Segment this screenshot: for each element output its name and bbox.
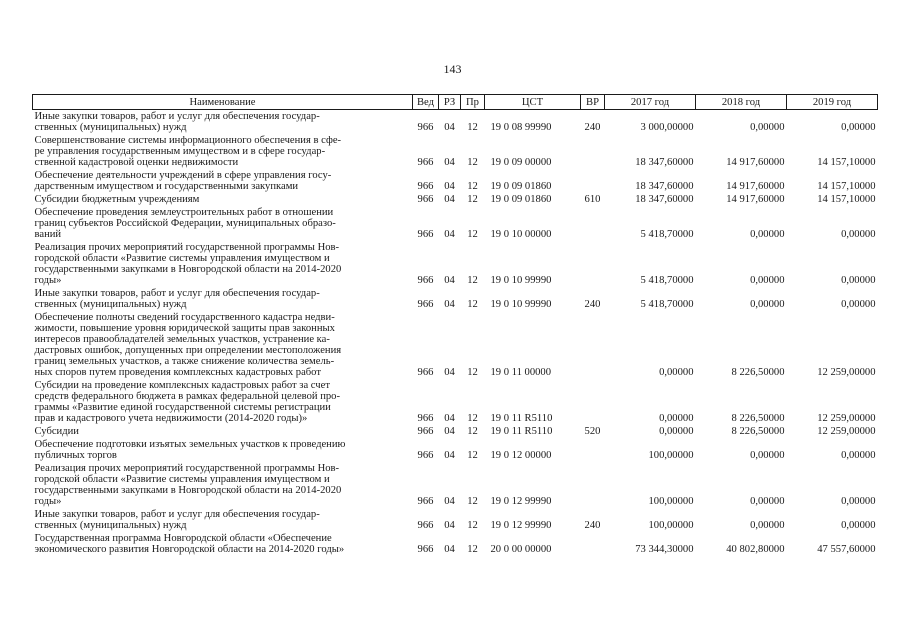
row-pr: 12 xyxy=(467,229,478,240)
row-cst: 20 0 00 00000 xyxy=(490,544,552,555)
row-name: Субсидии бюджетным учреждениям xyxy=(34,194,200,205)
row-rz: 04 xyxy=(444,275,455,286)
row-cst: 19 0 12 00000 xyxy=(490,450,552,461)
row-rz: 04 xyxy=(444,426,455,437)
header-name: Наименование xyxy=(33,95,413,110)
row-ved: 966 xyxy=(417,157,434,168)
table-row xyxy=(33,169,878,193)
row-value-2019: 0,00000 xyxy=(841,299,876,310)
table-header-row xyxy=(33,95,878,110)
row-value-2017: 5 418,70000 xyxy=(640,275,694,286)
row-pr: 12 xyxy=(467,520,478,531)
table-row xyxy=(33,110,878,135)
row-value-2018: 8 226,50000 xyxy=(731,367,785,378)
row-pr: 12 xyxy=(467,367,478,378)
row-ved: 966 xyxy=(417,275,434,286)
row-ved: 966 xyxy=(417,544,434,555)
row-value-2018: 0,00000 xyxy=(750,122,785,133)
header-ved: Вед xyxy=(413,95,439,110)
row-name: Иные закупки товаров, работ и услуг для обеспечения государ- ственных (муниципальных) нужд xyxy=(34,288,320,310)
row-pr: 12 xyxy=(467,544,478,555)
row-value-2019: 12 259,00000 xyxy=(817,413,876,424)
row-value-2019: 0,00000 xyxy=(841,520,876,531)
row-value-2019: 12 259,00000 xyxy=(817,367,876,378)
row-vr xyxy=(581,532,605,556)
row-value-2017: 5 418,70000 xyxy=(640,229,694,240)
row-value-2017: 73 344,30000 xyxy=(635,544,694,555)
row-value-2017: 100,00000 xyxy=(648,450,694,461)
row-pr: 12 xyxy=(467,275,478,286)
row-value-2019: 0,00000 xyxy=(841,229,876,240)
row-cst: 19 0 08 99990 xyxy=(490,122,552,133)
row-value-2019: 47 557,60000 xyxy=(817,544,876,555)
row-ved: 966 xyxy=(417,450,434,461)
row-cst: 19 0 11 R5110 xyxy=(490,413,553,424)
row-vr: 520 xyxy=(584,426,601,437)
row-value-2018: 0,00000 xyxy=(750,450,785,461)
row-value-2018: 8 226,50000 xyxy=(731,413,785,424)
row-name: Обеспечение проведения землеустроительных работ в отношении границ субъектов Российской Федерации, муниципальных образо- ваний xyxy=(34,207,336,240)
row-ved: 966 xyxy=(417,520,434,531)
row-value-2018: 0,00000 xyxy=(750,520,785,531)
row-vr xyxy=(581,206,605,241)
row-name: Обеспечение деятельности учреждений в сфере управления госу- дарственным имуществом и государственными закупками xyxy=(34,170,332,192)
row-pr: 12 xyxy=(467,450,478,461)
row-rz: 04 xyxy=(444,299,455,310)
row-value-2017: 100,00000 xyxy=(648,496,694,507)
header-cst: ЦСТ xyxy=(485,95,581,110)
row-value-2018: 14 917,60000 xyxy=(726,181,785,192)
row-vr xyxy=(581,134,605,169)
row-value-2018: 14 917,60000 xyxy=(726,157,785,168)
row-pr: 12 xyxy=(467,157,478,168)
table-row xyxy=(33,508,878,532)
row-name: Обеспечение полноты сведений государственного кадастра недви- жимости, повышение уровня юридической защиты прав законных интересов правообладателей земельных участков, устранение ка- дастровых ошибок, допущенных при определении местоположения границ земельных участков, а также снижение количества земель- ных споров путем проведения комплексных кадастровых работ xyxy=(34,312,342,378)
row-cst: 19 0 11 R5110 xyxy=(490,426,553,437)
row-pr: 12 xyxy=(467,299,478,310)
table-row xyxy=(33,206,878,241)
table-row xyxy=(33,311,878,379)
row-cst: 19 0 11 00000 xyxy=(490,367,552,378)
table-row xyxy=(33,287,878,311)
row-value-2018: 0,00000 xyxy=(750,229,785,240)
table-row xyxy=(33,438,878,462)
row-name: Иные закупки товаров, работ и услуг для обеспечения государ- ственных (муниципальных) нужд xyxy=(34,509,320,531)
row-value-2018: 8 226,50000 xyxy=(731,426,785,437)
row-pr: 12 xyxy=(467,496,478,507)
row-value-2017: 18 347,60000 xyxy=(635,157,694,168)
row-value-2017: 18 347,60000 xyxy=(635,181,694,192)
row-value-2017: 0,00000 xyxy=(659,426,694,437)
row-pr: 12 xyxy=(467,181,478,192)
row-value-2018: 0,00000 xyxy=(750,299,785,310)
row-ved: 966 xyxy=(417,299,434,310)
table-row xyxy=(33,379,878,425)
row-cst: 19 0 09 00000 xyxy=(490,157,552,168)
row-value-2017: 0,00000 xyxy=(659,367,694,378)
row-name: Реализация прочих мероприятий государственной программы Нов- городской области «Развитие системы управления имуществом и государственными закупками в Новгородской области на 2014-2020 годы» xyxy=(34,463,342,507)
header-2019: 2019 год xyxy=(787,95,878,110)
table-row xyxy=(33,462,878,508)
row-cst: 19 0 10 99990 xyxy=(490,275,552,286)
row-pr: 12 xyxy=(467,122,478,133)
row-vr: 240 xyxy=(584,122,601,133)
row-ved: 966 xyxy=(417,413,434,424)
row-vr xyxy=(581,462,605,508)
row-vr xyxy=(581,379,605,425)
row-vr: 610 xyxy=(584,194,601,205)
row-rz: 04 xyxy=(444,194,455,205)
row-rz: 04 xyxy=(444,413,455,424)
header-2018: 2018 год xyxy=(696,95,787,110)
row-pr: 12 xyxy=(467,194,478,205)
row-cst: 19 0 09 01860 xyxy=(490,181,552,192)
row-cst: 19 0 10 99990 xyxy=(490,299,552,310)
row-value-2017: 100,00000 xyxy=(648,520,694,531)
row-value-2019: 14 157,10000 xyxy=(817,181,876,192)
row-name: Обеспечение подготовки изъятых земельных участков к проведению публичных торгов xyxy=(34,439,346,461)
row-value-2019: 0,00000 xyxy=(841,122,876,133)
row-rz: 04 xyxy=(444,367,455,378)
row-ved: 966 xyxy=(417,229,434,240)
row-value-2017: 3 000,00000 xyxy=(640,122,694,133)
row-rz: 04 xyxy=(444,157,455,168)
row-value-2017: 0,00000 xyxy=(659,413,694,424)
row-name: Иные закупки товаров, работ и услуг для обеспечения государ- ственных (муниципальных) нужд xyxy=(34,111,320,133)
page-number: 143 xyxy=(443,62,462,76)
row-vr xyxy=(581,438,605,462)
row-vr xyxy=(581,241,605,287)
row-cst: 19 0 10 00000 xyxy=(490,229,552,240)
row-cst: 19 0 09 01860 xyxy=(490,194,552,205)
table-row xyxy=(33,425,878,438)
row-ved: 966 xyxy=(417,122,434,133)
row-vr xyxy=(581,169,605,193)
row-ved: 966 xyxy=(417,194,434,205)
row-name: Государственная программа Новгородской области «Обеспечение экономического развития Новгородской области на 2014-2020 годы» xyxy=(34,533,345,555)
row-ved: 966 xyxy=(417,181,434,192)
row-value-2017: 5 418,70000 xyxy=(640,299,694,310)
row-value-2018: 0,00000 xyxy=(750,275,785,286)
header-pr: Пр xyxy=(461,95,485,110)
row-vr: 240 xyxy=(584,299,601,310)
row-ved: 966 xyxy=(417,426,434,437)
row-value-2018: 0,00000 xyxy=(750,496,785,507)
row-vr: 240 xyxy=(584,520,601,531)
header-2017: 2017 год xyxy=(605,95,696,110)
row-rz: 04 xyxy=(444,496,455,507)
header-rz: РЗ xyxy=(439,95,461,110)
row-value-2018: 14 917,60000 xyxy=(726,194,785,205)
row-value-2019: 12 259,00000 xyxy=(817,426,876,437)
row-pr: 12 xyxy=(467,413,478,424)
row-value-2019: 14 157,10000 xyxy=(817,194,876,205)
row-pr: 12 xyxy=(467,426,478,437)
header-vr: ВР xyxy=(581,95,605,110)
row-name: Субсидии на проведение комплексных кадастровых работ за счет средств федерального бюджета в рамках федеральной целевой про- граммы «Развитие единой государственной системы регистрации прав и кадастрового учета недвижимости (2014-2020 годы)» xyxy=(34,380,340,424)
row-name: Совершенствование системы информационного обеспечения в сфе- ре управления государственным имуществом и в сфере государ- ственной кадастровой оценки недвижимости xyxy=(34,135,342,168)
row-value-2017: 18 347,60000 xyxy=(635,194,694,205)
row-value-2019: 0,00000 xyxy=(841,450,876,461)
row-value-2019: 14 157,10000 xyxy=(817,157,876,168)
row-name: Реализация прочих мероприятий государственной программы Нов- городской области «Развитие системы управления имуществом и государственными закупками в Новгородской области на 2014-2020 годы» xyxy=(34,242,342,286)
row-rz: 04 xyxy=(444,181,455,192)
table-row xyxy=(33,532,878,556)
row-value-2018: 40 802,80000 xyxy=(726,544,785,555)
row-rz: 04 xyxy=(444,544,455,555)
row-cst: 19 0 12 99990 xyxy=(490,520,552,531)
row-cst: 19 0 12 99990 xyxy=(490,496,552,507)
row-vr xyxy=(581,311,605,379)
row-value-2019: 0,00000 xyxy=(841,275,876,286)
row-ved: 966 xyxy=(417,367,434,378)
row-rz: 04 xyxy=(444,229,455,240)
row-value-2019: 0,00000 xyxy=(841,496,876,507)
table-row xyxy=(33,241,878,287)
table-row xyxy=(33,193,878,206)
table-row xyxy=(33,134,878,169)
budget-table xyxy=(32,94,878,556)
row-ved: 966 xyxy=(417,496,434,507)
row-rz: 04 xyxy=(444,450,455,461)
row-rz: 04 xyxy=(444,520,455,531)
row-name: Субсидии xyxy=(34,426,79,437)
row-rz: 04 xyxy=(444,122,455,133)
